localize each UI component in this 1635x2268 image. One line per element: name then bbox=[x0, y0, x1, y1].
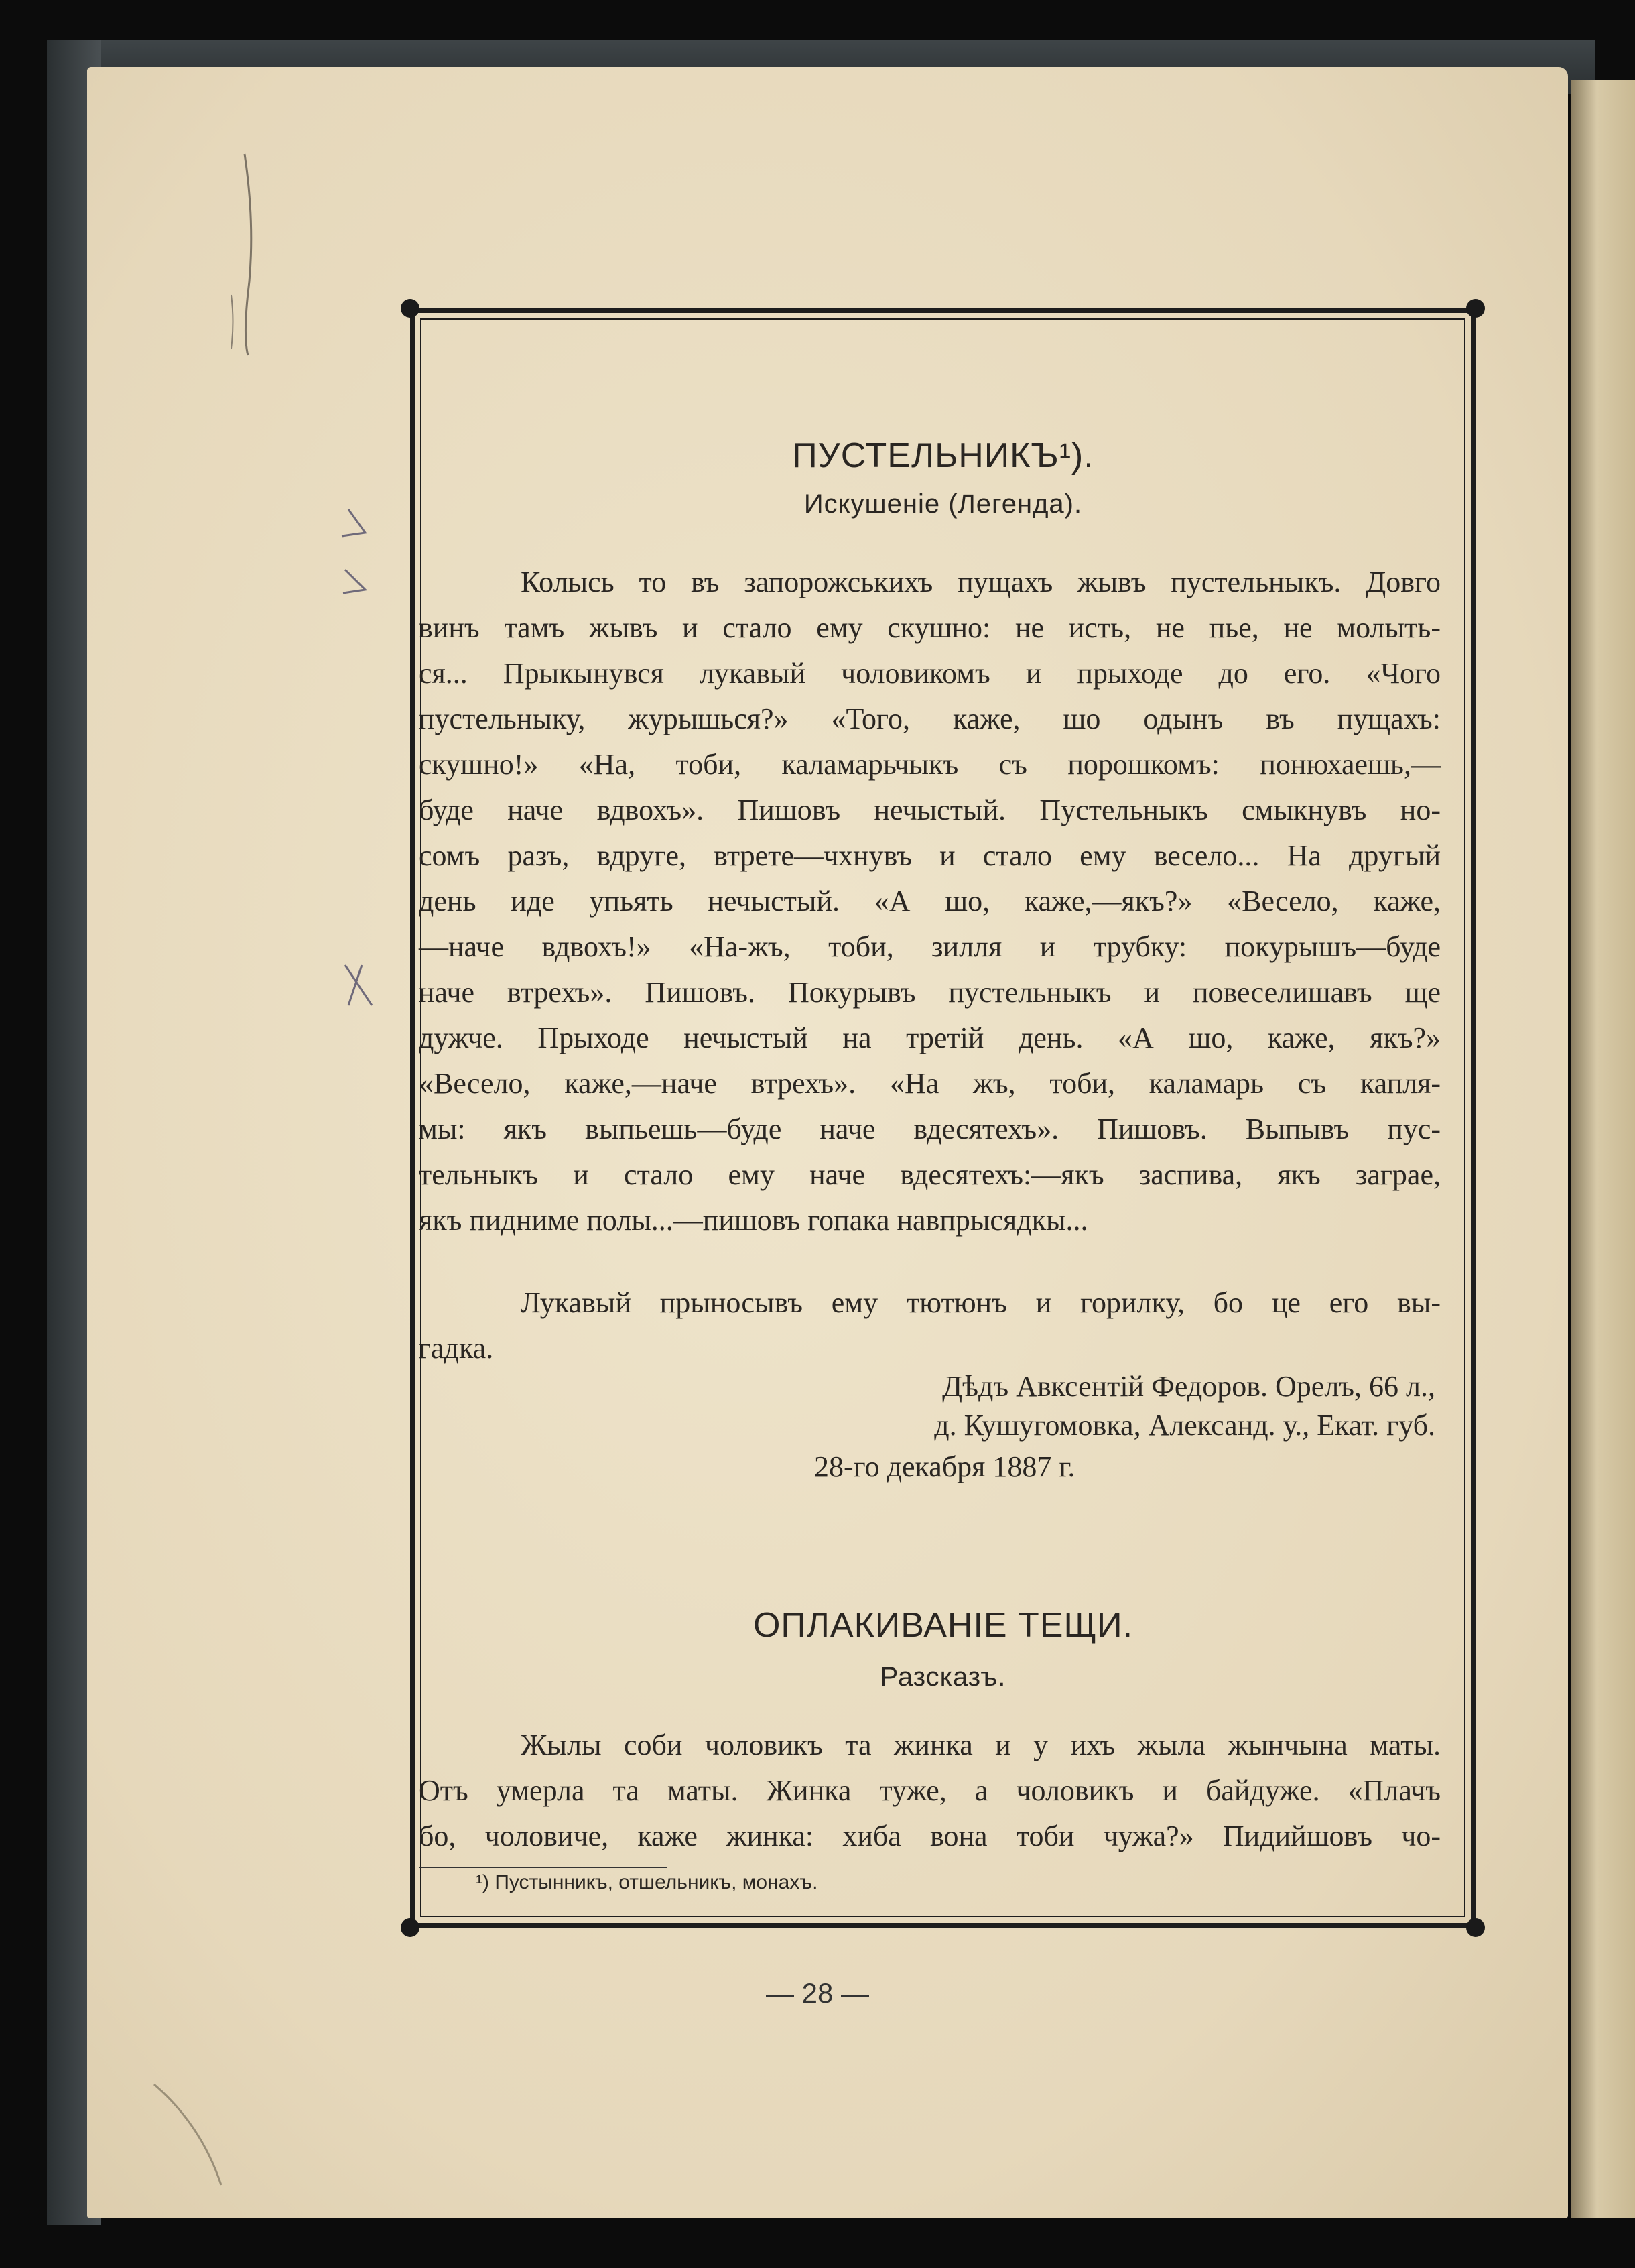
page-content bbox=[419, 308, 1467, 1928]
story-title: ОПЛАКИВАНІЕ ТЕЩИ. bbox=[753, 1606, 1134, 1645]
text-line: Колысь то въ запорожськихъ пущахъ жывъ пустельныкъ. Довго bbox=[521, 566, 1441, 598]
text-line: —наче вдвохъ!» «На-жъ, тоби, зилля и трубку: покурышъ—буде bbox=[419, 930, 1441, 963]
signature-date: 28-го декабря 1887 г. bbox=[814, 1450, 1075, 1483]
frame-corner-ornament bbox=[1466, 1918, 1485, 1937]
story-paragraph bbox=[419, 1722, 1467, 1859]
text-line: дужче. Прыходе нечыстый на третій день. «А шо, каже, якъ?» bbox=[419, 1021, 1441, 1054]
text-line: якъ пидниме полы...—пишовъ гопака навпрысядкы... bbox=[419, 1204, 1088, 1237]
text-line: «Весело, каже,—наче втрехъ». «На жъ, тоби, каламарь съ капля- bbox=[419, 1067, 1441, 1100]
story-closing-paragraph bbox=[419, 1280, 1467, 1371]
text-line: Жылы соби чоловикъ та жинка и у ихъ жыла жынчына маты. bbox=[521, 1728, 1441, 1761]
frame-corner-ornament bbox=[401, 299, 419, 318]
frame-corner-ornament bbox=[401, 1918, 419, 1937]
page-number: — 28 — bbox=[765, 1977, 870, 2009]
story-subtitle: Искушеніе (Легенда). bbox=[803, 489, 1083, 519]
footnote: ¹) Пустынникъ, отшельникъ, монахъ. bbox=[476, 1871, 818, 1893]
text-line: буде наче вдвохъ». Пишовъ нечыстый. Пустельныкъ смыкнувъ но- bbox=[419, 794, 1441, 826]
footnote-rule bbox=[419, 1867, 667, 1868]
story-title: ПУСТЕЛЬНИКЪ¹). bbox=[792, 436, 1094, 475]
text-line: гадка. bbox=[419, 1332, 494, 1365]
text-line: тельныкъ и стало ему наче вдесятехъ:—якъ заспива, якъ заграе, bbox=[419, 1158, 1441, 1191]
story-subtitle: Разсказъ. bbox=[880, 1662, 1006, 1692]
text-line: сомъ разъ, вдруге, втрете—чхнувъ и стало ему весело... На другый bbox=[419, 839, 1441, 872]
text-line: мы: якъ выпьешь—буде наче вдесятехъ». Пишовъ. Выпывъ пус- bbox=[419, 1113, 1441, 1145]
text-line: скушно!» «На, тоби, каламарьчыкъ съ порошкомъ: понюхаешь,— bbox=[419, 748, 1441, 781]
text-line: наче втрехъ». Пишовъ. Покурывъ пустельныкъ и повеселишавъ ще bbox=[419, 976, 1441, 1009]
story-paragraph bbox=[419, 560, 1467, 1243]
text-line: день иде упьять нечыстый. «А шо, каже,—якъ?» «Весело, каже, bbox=[419, 885, 1441, 918]
signature-line: д. Кушугомовка, Александ. у., Екат. губ. bbox=[934, 1409, 1435, 1442]
text-line: винъ тамъ жывъ и стало ему скушно: не исть, не пье, не молыть- bbox=[419, 611, 1441, 644]
frame-corner-ornament bbox=[1466, 299, 1485, 318]
text-line: Лукавый прыносывъ ему тютюнъ и горилку, бо це его вы- bbox=[521, 1286, 1441, 1319]
text-line: Отъ умерла та маты. Жинка туже, а чоловикъ и байдуже. «Плачъ bbox=[419, 1774, 1441, 1807]
narrator-signature bbox=[934, 1367, 1435, 1445]
signature-line: Дѣдъ Авксентій Федоров. Орелъ, 66 л., bbox=[942, 1370, 1435, 1403]
text-line: ся... Прыкынувся лукавый чоловикомъ и прыходе до его. «Чого bbox=[419, 657, 1441, 690]
text-line: пустельныку, журышься?» «Того, каже, шо одынъ въ пущахъ: bbox=[419, 702, 1441, 735]
text-line: бо, чоловиче, каже жинка: хиба вона тоби чужа?» Пидийшовъ чо- bbox=[419, 1820, 1441, 1852]
